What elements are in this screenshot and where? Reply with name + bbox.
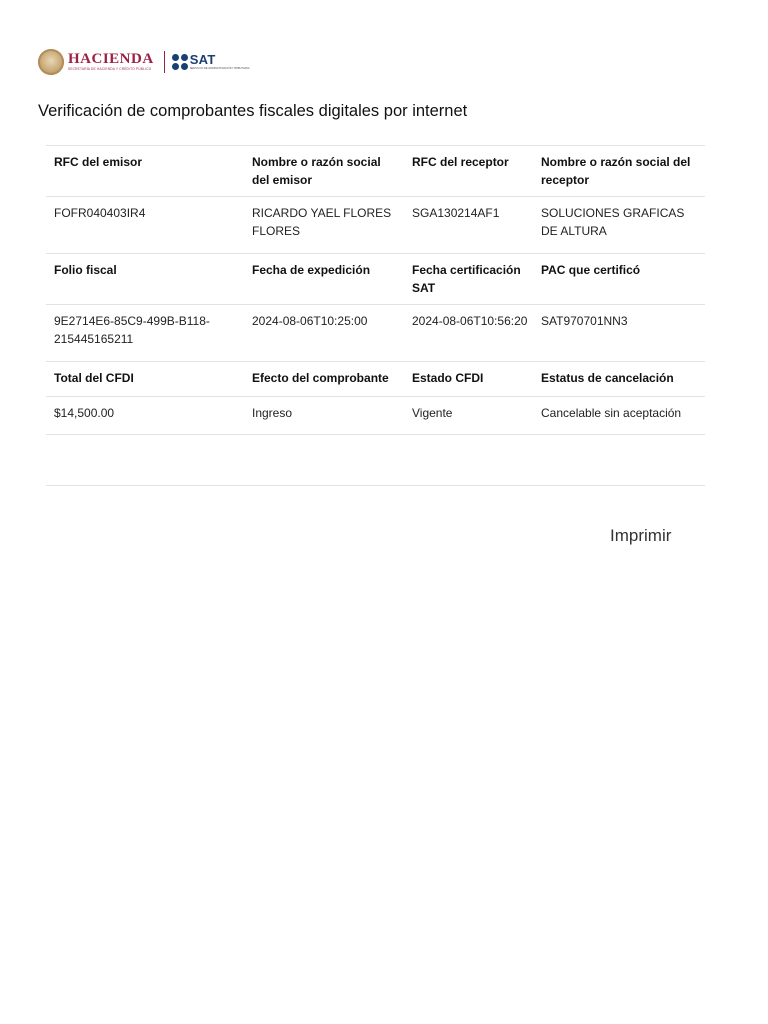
sat-logo [190, 53, 250, 71]
cfdi-details-table [46, 145, 705, 435]
table-row [46, 197, 705, 254]
sat-dots-icon [172, 54, 188, 70]
table-header-row [46, 362, 705, 397]
table-row [46, 397, 705, 435]
value-total-cfdi: $14,500.00 [46, 397, 244, 435]
value-pac: SAT970701NN3 [533, 305, 705, 362]
print-button[interactable]: Imprimir [606, 526, 675, 546]
table-row [46, 305, 705, 362]
value-folio-fiscal: 9E2714E6-85C9-499B-B118-215445165211 [46, 305, 244, 362]
value-fecha-certificacion: 2024-08-06T10:56:20 [404, 305, 533, 362]
header-estatus-cancelacion: Estatus de cancelación [533, 362, 705, 397]
value-fecha-expedicion: 2024-08-06T10:25:00 [244, 305, 404, 362]
hacienda-logo-subtitle: SECRETARÍA DE HACIENDA Y CRÉDITO PÚBLICO [68, 67, 152, 71]
value-rfc-emisor: FOFR040403IR4 [46, 197, 244, 254]
sat-logo-word: SAT [189, 52, 216, 67]
header-rfc-receptor: RFC del receptor [404, 146, 533, 197]
value-efecto: Ingreso [244, 397, 404, 435]
table-header-row [46, 254, 705, 305]
header-fecha-expedicion: Fecha de expedición [244, 254, 404, 305]
logo-divider [164, 51, 165, 73]
value-estatus-cancelacion: Cancelable sin aceptación [533, 397, 705, 435]
table-header-row [46, 146, 705, 197]
header-nombre-receptor: Nombre o razón social del receptor [533, 146, 705, 197]
divider [46, 485, 705, 486]
hacienda-logo [68, 52, 154, 72]
header-fecha-certificacion: Fecha certificación SAT [404, 254, 533, 305]
header-estado: Estado CFDI [404, 362, 533, 397]
hacienda-logo-word: HACIENDA [68, 51, 154, 67]
sat-logo-subtitle: SERVICIO DE ADMINISTRACIÓN TRIBUTARIA [189, 66, 250, 70]
page-title: Verificación de comprobantes fiscales digitales por internet [38, 102, 468, 120]
value-estado: Vigente [404, 397, 533, 435]
header-total-cfdi: Total del CFDI [46, 362, 244, 397]
header-folio-fiscal: Folio fiscal [46, 254, 244, 305]
value-nombre-receptor: SOLUCIONES GRAFICAS DE ALTURA [533, 197, 705, 254]
header-logos [38, 46, 250, 78]
header-efecto: Efecto del comprobante [244, 362, 404, 397]
header-rfc-emisor: RFC del emisor [46, 146, 244, 197]
header-nombre-emisor: Nombre o razón social del emisor [244, 146, 404, 197]
mexico-seal-icon [38, 49, 64, 75]
value-nombre-emisor: RICARDO YAEL FLORES FLORES [244, 197, 404, 254]
value-rfc-receptor: SGA130214AF1 [404, 197, 533, 254]
header-pac: PAC que certificó [533, 254, 705, 305]
